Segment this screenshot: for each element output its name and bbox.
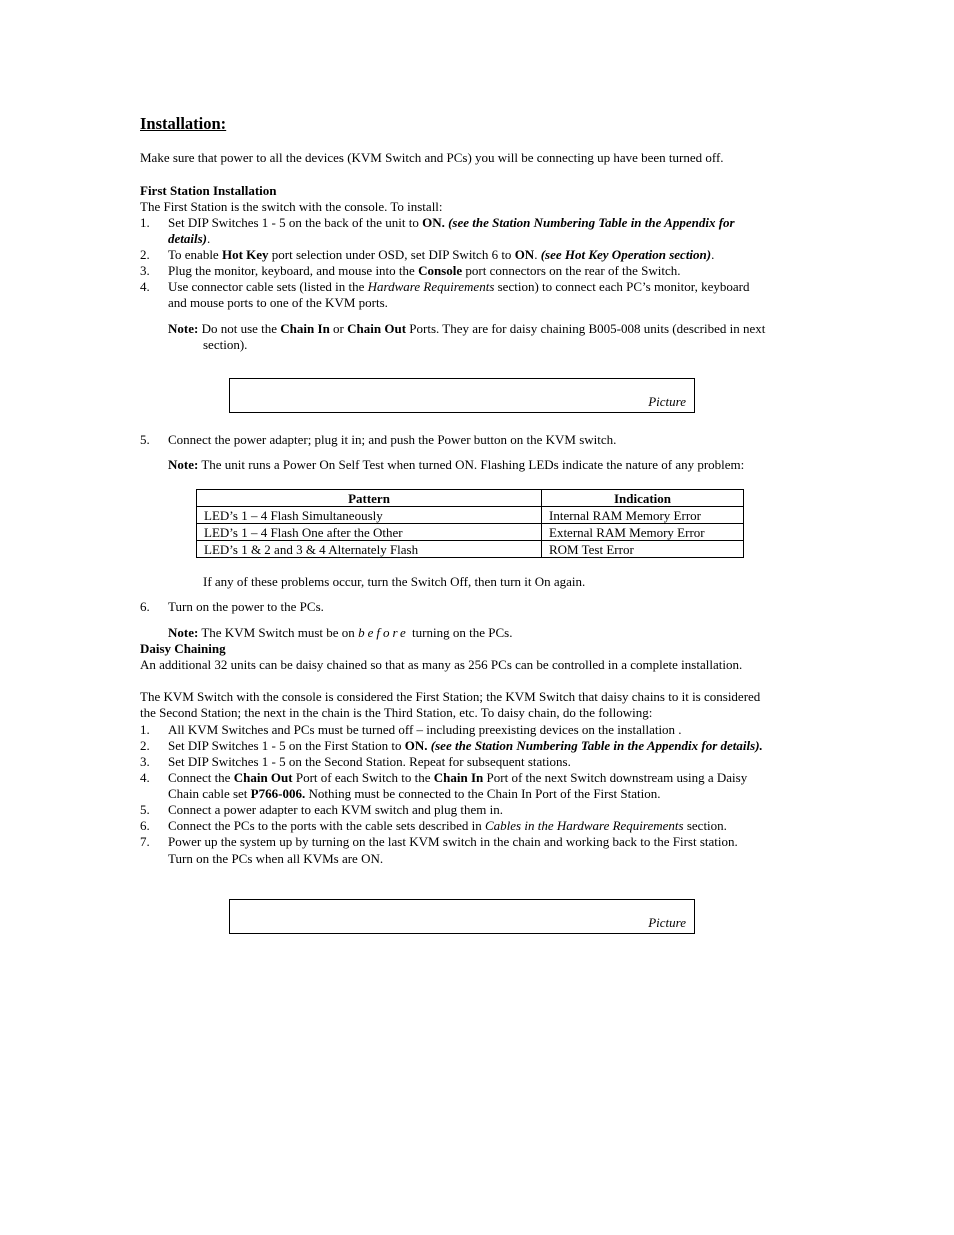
item-text: Power up the system up by turning on the last KVM switch in the chain and working back to the First station.	[168, 834, 738, 849]
item-text: Set DIP Switches 1 - 5 on the First Station to	[168, 738, 405, 753]
item-bold: P766-006.	[250, 786, 306, 801]
first-station-title: First Station Installation	[140, 183, 277, 198]
list-number: 5.	[140, 802, 150, 817]
item-italic: details)	[168, 231, 207, 246]
table-row	[197, 541, 744, 558]
page-heading: Installation:	[140, 114, 227, 133]
item-text: .	[534, 247, 541, 262]
item-bold: ON.	[404, 738, 428, 753]
picture-placeholder	[229, 378, 695, 413]
list-number: 1.	[140, 722, 150, 737]
item-text: port selection under OSD, set DIP Switch 6 to	[268, 247, 515, 262]
item-text: .	[711, 247, 715, 262]
table-cell: LED’s 1 & 2 and 3 & 4 Alternately Flash	[197, 541, 542, 558]
item-text: section.	[683, 818, 727, 833]
daisy-paragraph-2b: the Second Station; the next in the chain is the Third Station, etc. To daisy chain, do the following:	[140, 705, 653, 720]
item-bold: Console	[418, 263, 463, 278]
first-station-desc: The First Station is the switch with the console. To install:	[140, 199, 443, 214]
led-error-table	[196, 489, 744, 558]
intro-paragraph: Make sure that power to all the devices (KVM Switch and PCs) you will be connecting up have been turned off.	[140, 150, 724, 165]
note-power-order	[168, 625, 512, 641]
daisy-chaining-title: Daisy Chaining	[140, 641, 226, 656]
item-italic: Cables in the Hardware Requirements	[485, 818, 684, 833]
table-cell: LED’s 1 – 4 Flash One after the Other	[197, 524, 542, 541]
item-italic: (see Hot Key Operation section)	[540, 247, 712, 262]
table-cell: ROM Test Error	[542, 541, 744, 558]
note-text: or	[329, 321, 348, 336]
table-row	[197, 524, 744, 541]
note-self-test	[168, 457, 744, 473]
table-cell: LED’s 1 – 4 Flash Simultaneously	[197, 507, 542, 524]
note-text: Do not use the	[198, 321, 281, 336]
note-label: Note:	[168, 625, 199, 640]
picture-placeholder	[229, 899, 695, 934]
item-text: Connect the PCs to the ports with the cable sets described in	[168, 818, 485, 833]
item-text: All KVM Switches and PCs must be turned off – including preexisting devices on the installation .	[168, 722, 682, 737]
note-bold: Chain Out	[347, 321, 407, 336]
note-text: Ports. They are for daisy chaining B005-008 units (described in next	[406, 321, 766, 336]
list-number: 6.	[140, 599, 150, 614]
item-italic: Hardware Requirements	[367, 279, 495, 294]
list-number: 4.	[140, 279, 150, 294]
list-number: 3.	[140, 754, 150, 769]
note-label: Note:	[168, 321, 199, 336]
item-text: .	[207, 231, 211, 246]
table-cell: External RAM Memory Error	[542, 524, 744, 541]
item-bold: ON	[514, 247, 535, 262]
item-text: Chain cable set	[168, 786, 251, 801]
note-text: section).	[203, 337, 248, 352]
note-emphasis: before	[358, 625, 409, 640]
note-bold: Chain In	[280, 321, 330, 336]
item-text: Connect a power adapter to each KVM switch and plug them in.	[168, 802, 504, 817]
item-text: Connect the	[168, 770, 234, 785]
list-number: 1.	[140, 215, 150, 230]
list-number: 6.	[140, 818, 150, 833]
note-text: The KVM Switch must be on	[198, 625, 359, 640]
item-text: Set DIP Switches 1 - 5 on the Second Station. Repeat for subsequent stations.	[168, 754, 571, 769]
item-text: To enable	[168, 247, 222, 262]
item-bold: Chain Out	[233, 770, 293, 785]
list-number: 7.	[140, 834, 150, 849]
note-text: The unit runs a Power On Self Test when turned ON. Flashing LEDs indicate the nature of any problem:	[198, 457, 745, 472]
item-text: Nothing must be connected to the Chain In Port of the First Station.	[305, 786, 661, 801]
list-number: 3.	[140, 263, 150, 278]
item-italic: (see the Station Numbering Table in the Appendix for details).	[427, 738, 763, 753]
item-bold: Hot Key	[221, 247, 269, 262]
table-header-row	[197, 490, 744, 507]
list-number: 2.	[140, 738, 150, 753]
item-text: port connectors on the rear of the Switch.	[462, 263, 681, 278]
item-bold: ON.	[422, 215, 445, 230]
item-text: section) to connect each PC’s monitor, keyboard	[494, 279, 750, 294]
table-cell: Internal RAM Memory Error	[542, 507, 744, 524]
item-text: Turn on the PCs when all KVMs are ON.	[168, 851, 384, 866]
item-bold: Chain In	[433, 770, 484, 785]
item-text: Connect the power adapter; plug it in; and push the Power button on the KVM switch.	[168, 432, 617, 447]
list-number: 4.	[140, 770, 150, 785]
item-text: Port of each Switch to the	[292, 770, 434, 785]
item-text: Port of the next Switch downstream using a Daisy	[483, 770, 748, 785]
note-label: Note:	[168, 457, 199, 472]
item-text: Use connector cable sets (listed in the	[168, 279, 368, 294]
note-text: turning on the PCs.	[408, 625, 513, 640]
daisy-paragraph-2a: The KVM Switch with the console is considered the First Station; the KVM Switch that daisy chains to it is considered	[140, 689, 761, 704]
item-text: Set DIP Switches 1 - 5 on the back of the unit to	[168, 215, 423, 230]
item-text: Plug the monitor, keyboard, and mouse into the	[168, 263, 419, 278]
list-number: 5.	[140, 432, 150, 447]
picture-label: Picture	[648, 915, 686, 930]
table-header: Indication	[542, 490, 744, 507]
list-number: 2.	[140, 247, 150, 262]
daisy-paragraph-1: An additional 32 units can be daisy chained so that as many as 256 PCs can be controlled in a complete installation.	[140, 657, 743, 672]
table-header: Pattern	[197, 490, 542, 507]
item-italic: (see the Station Numbering Table in the Appendix for	[444, 215, 735, 230]
after-table-text: If any of these problems occur, turn the Switch Off, then turn it On again.	[203, 574, 586, 589]
item-text: and mouse ports to one of the KVM ports.	[168, 295, 388, 310]
item-text: Turn on the power to the PCs.	[168, 599, 324, 614]
table-row	[197, 507, 744, 524]
picture-label: Picture	[648, 394, 686, 409]
